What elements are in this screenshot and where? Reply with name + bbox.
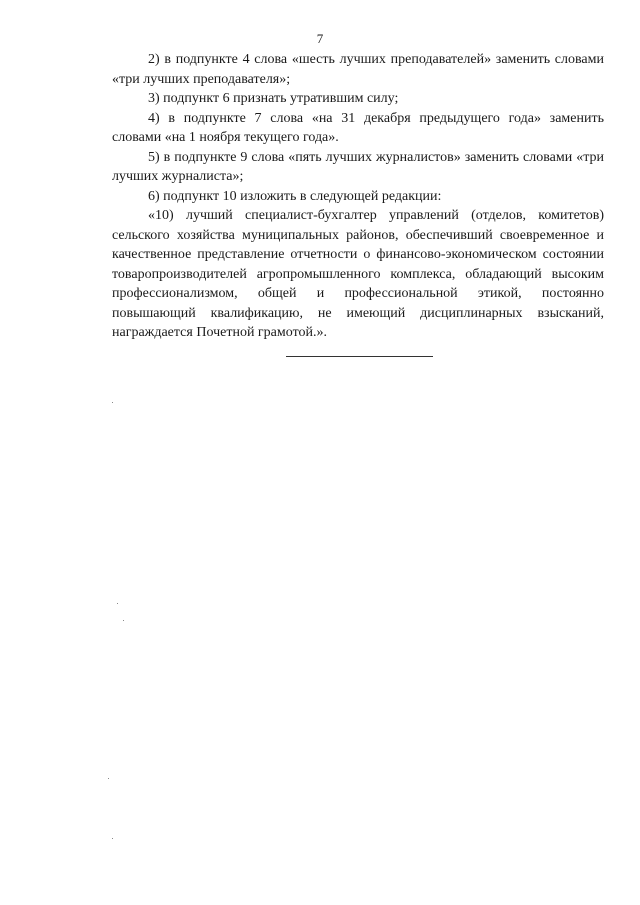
scan-speck [117, 603, 118, 604]
paragraph-new-subitem-10: «10) лучший специалист-бухгалтер управлений (отделов, комитетов) сельского хозяйства муниципальных районов, обеспечивший своевременное и качественное представление отчетности о финансово-экономическом состоянии товаропроизводителей агропромышленного комплекса, обладающий высоким профессионализмом, общей и профессиональной этикой, постоянно повышающий квалификацию, не имеющий дисциплинарных взысканий, награждается Почетной грамотой.». [112, 208, 604, 340]
end-separator-line [286, 356, 433, 357]
document-body [112, 50, 604, 343]
page-number: 7 [316, 31, 324, 46]
paragraph-subitem-6: 6) подпункт 10 изложить в следующей редакции: [148, 188, 442, 204]
scan-speck [112, 838, 113, 839]
paragraph-subitem-3: 3) подпункт 6 признать утратившим силу; [148, 91, 399, 106]
paragraph-subitem-2: 2) в подпункте 4 слова «шесть лучших преподавателей» заменить словами «три лучших преподавателя»; [112, 52, 604, 87]
scan-speck [123, 620, 124, 621]
paragraph-subitem-5: 5) в подпункте 9 слова «пять лучших журналистов» заменить словами «три лучших журналиста»; [112, 149, 604, 184]
scan-speck [108, 778, 109, 779]
paragraph-subitem-4: 4) в подпункте 7 слова «на 31 декабря предыдущего года» заменить словами «на 1 ноября текущего года». [112, 110, 604, 145]
scan-speck [112, 402, 113, 403]
